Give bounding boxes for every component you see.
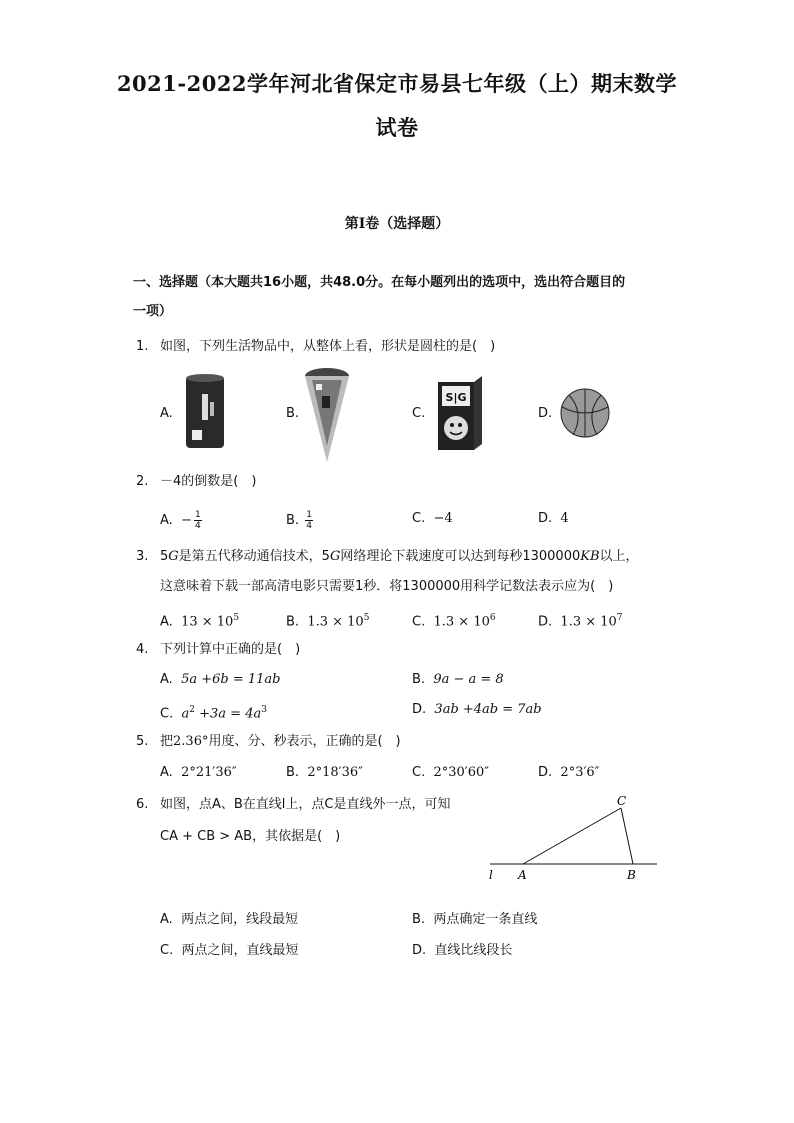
point-c-label: C	[617, 794, 627, 808]
q5-option-d-label: D.	[538, 765, 553, 780]
ball-image	[559, 387, 611, 439]
q5-option-d	[538, 764, 600, 782]
cylinder-can-image	[180, 372, 230, 452]
q3-text-kb: KB	[580, 549, 600, 564]
q4-option-c-base: a	[181, 706, 190, 722]
segment-cb	[621, 808, 633, 864]
q3-option-c-value: 1.3 × 10	[433, 614, 490, 630]
q4-option-c-label: C.	[160, 706, 174, 722]
section-instructions-cont: 一项）	[133, 304, 173, 319]
q4-number: 4.	[136, 642, 149, 657]
q3-number: 3.	[136, 549, 149, 564]
page-title-line2: 试卷	[375, 115, 419, 140]
q4-option-a-expr: 5a +6b = 11ab	[181, 672, 281, 687]
q1-stem: 如图，下列生活物品中，从整体上看，形状是圆柱的是( )	[160, 339, 496, 354]
q6-stem-line2: CA + CB > AB，其依据是( )	[160, 829, 341, 844]
fraction-numerator: 1	[194, 510, 201, 520]
q3-option-a-exponent: 5	[233, 613, 240, 623]
q2-option-a	[160, 510, 202, 531]
q4-option-b	[412, 671, 504, 689]
q1-option-a-label: A.	[160, 406, 173, 421]
q6-option-a-text: 两点之间，线段最短	[181, 912, 299, 927]
line-l-label: l	[489, 868, 493, 882]
q3-option-b-label: B.	[286, 614, 300, 630]
q3-option-d-exponent: 7	[616, 613, 623, 623]
volume-heading: 第Ⅰ卷（选择题）	[344, 216, 450, 232]
q4-option-c	[160, 701, 267, 723]
q1-option-c-label: C.	[412, 406, 426, 421]
fraction-denominator: 4	[194, 521, 201, 531]
q3-text-part3: 网络理论下载速度可以达到每秒1300000	[340, 549, 581, 564]
fraction-numerator: 1	[306, 510, 312, 520]
q6-number: 6.	[136, 797, 149, 812]
q2-option-d-value: 4	[560, 511, 569, 526]
q5-option-c	[412, 764, 489, 782]
q2-number: 2.	[136, 474, 149, 489]
q6-option-c-text: 两点之间，直线最短	[181, 943, 299, 958]
q4-option-c-mid: +3a = 4a	[194, 706, 262, 722]
triangle-line-figure	[485, 790, 665, 885]
q5-option-c-value: 2°30′60″	[433, 765, 490, 780]
point-b-label: B	[627, 868, 636, 882]
q5-option-b	[286, 764, 363, 782]
q3-option-b-exponent: 5	[363, 613, 370, 623]
q4-option-a-label: A.	[160, 672, 173, 687]
q3-text-g: G	[168, 549, 179, 564]
q5-option-b-label: B.	[286, 765, 300, 780]
rectangular-box-image	[434, 374, 486, 454]
page-title: 2021-2022学年河北省保定市易县七年级（上）期末数学	[116, 71, 678, 96]
q3-text-part4: 以上，	[599, 549, 639, 564]
q5-stem-a: 把	[160, 734, 174, 749]
q2-option-b-label: B.	[286, 513, 300, 528]
q3-option-a-value: 13 × 10	[181, 614, 234, 630]
q1-option-b-label: B.	[286, 406, 300, 421]
q2-option-a-sign: −	[181, 513, 192, 528]
q2-stem: －4的倒数是( )	[160, 474, 257, 489]
q4-option-d	[412, 701, 542, 719]
q4-option-b-expr: 9a − a = 8	[433, 672, 504, 687]
q2-option-b	[286, 510, 313, 531]
q3-text-5: 5	[160, 549, 169, 564]
fraction-denominator: 4	[306, 521, 312, 531]
ice-cream-cone-image	[302, 366, 352, 464]
q3-option-d-value: 1.3 × 10	[560, 614, 617, 630]
q3-option-d-label: D.	[538, 614, 553, 630]
q5-option-a-value: 2°21′36″	[181, 765, 237, 780]
q5-option-d-value: 2°3′6″	[560, 765, 600, 780]
segment-ca	[523, 808, 621, 864]
q5-stem-b: 用度、分、秒表示，正确的是( )	[208, 734, 401, 749]
q6-option-a-label: A.	[160, 912, 173, 927]
q2-option-d-label: D.	[538, 511, 553, 526]
q6-option-a	[160, 911, 298, 929]
q3-option-c	[412, 609, 496, 631]
q6-option-c	[160, 942, 299, 960]
q2-option-c-value: −4	[433, 511, 453, 526]
section-instructions: 一、选择题（本大题共16小题，共48.0分。在每小题列出的选项中，选出符合题目的	[133, 275, 626, 290]
q3-option-a-label: A.	[160, 614, 173, 630]
q3-option-d	[538, 609, 623, 631]
q4-option-c-exp2: 3	[261, 705, 267, 715]
q3-text-part2: 是第五代移动通信技术，5	[178, 549, 330, 564]
q4-option-d-label: D.	[412, 702, 427, 717]
q5-stem-value: 2.36°	[173, 734, 209, 749]
q3-option-c-exponent: 6	[489, 613, 496, 623]
q4-option-b-label: B.	[412, 672, 426, 687]
q6-option-b-text: 两点确定一条直线	[433, 912, 538, 927]
q6-stem-line1: 如图，点A、B在直线l上，点C是直线外一点，可知	[160, 797, 451, 812]
q4-option-d-expr: 3ab +4ab = 7ab	[434, 702, 542, 717]
q2-option-c	[412, 510, 453, 528]
q2-option-a-fraction	[194, 510, 202, 531]
q4-option-c-exp1: 2	[189, 705, 195, 715]
q2-option-d	[538, 510, 569, 528]
q6-option-d	[412, 942, 512, 960]
q4-option-a	[160, 671, 280, 689]
q5-option-b-value: 2°18′36″	[307, 765, 363, 780]
q5-option-c-label: C.	[412, 765, 426, 780]
q3-option-b-value: 1.3 × 10	[307, 614, 364, 630]
q6-option-c-label: C.	[160, 943, 174, 958]
point-a-label: A	[518, 868, 527, 882]
q5-option-a-label: A.	[160, 765, 173, 780]
box-label-text: S|G	[445, 391, 467, 404]
q3-stem-line1	[160, 548, 639, 566]
q3-stem-line2: 这意味着下载一部高清电影只需要1秒．将1300000用科学记数法表示应为( )	[160, 579, 614, 594]
q2-option-b-fraction	[305, 510, 313, 531]
q4-stem: 下列计算中正确的是( )	[160, 642, 301, 657]
q3-option-c-label: C.	[412, 614, 426, 630]
q1-option-d-label: D.	[538, 406, 553, 421]
q6-option-b	[412, 911, 537, 929]
q3-text-g2: G	[329, 549, 341, 564]
q6-option-b-label: B.	[412, 912, 426, 927]
q3-option-a	[160, 609, 239, 631]
q6-option-d-label: D.	[412, 943, 427, 958]
q6-option-d-text: 直线比线段长	[434, 943, 513, 958]
q5-number: 5.	[136, 734, 149, 749]
q5-stem	[160, 733, 401, 751]
q2-option-a-label: A.	[160, 513, 173, 528]
q3-option-b	[286, 609, 369, 631]
q1-number: 1.	[136, 339, 149, 354]
q2-option-c-label: C.	[412, 511, 426, 526]
q5-option-a	[160, 764, 237, 782]
